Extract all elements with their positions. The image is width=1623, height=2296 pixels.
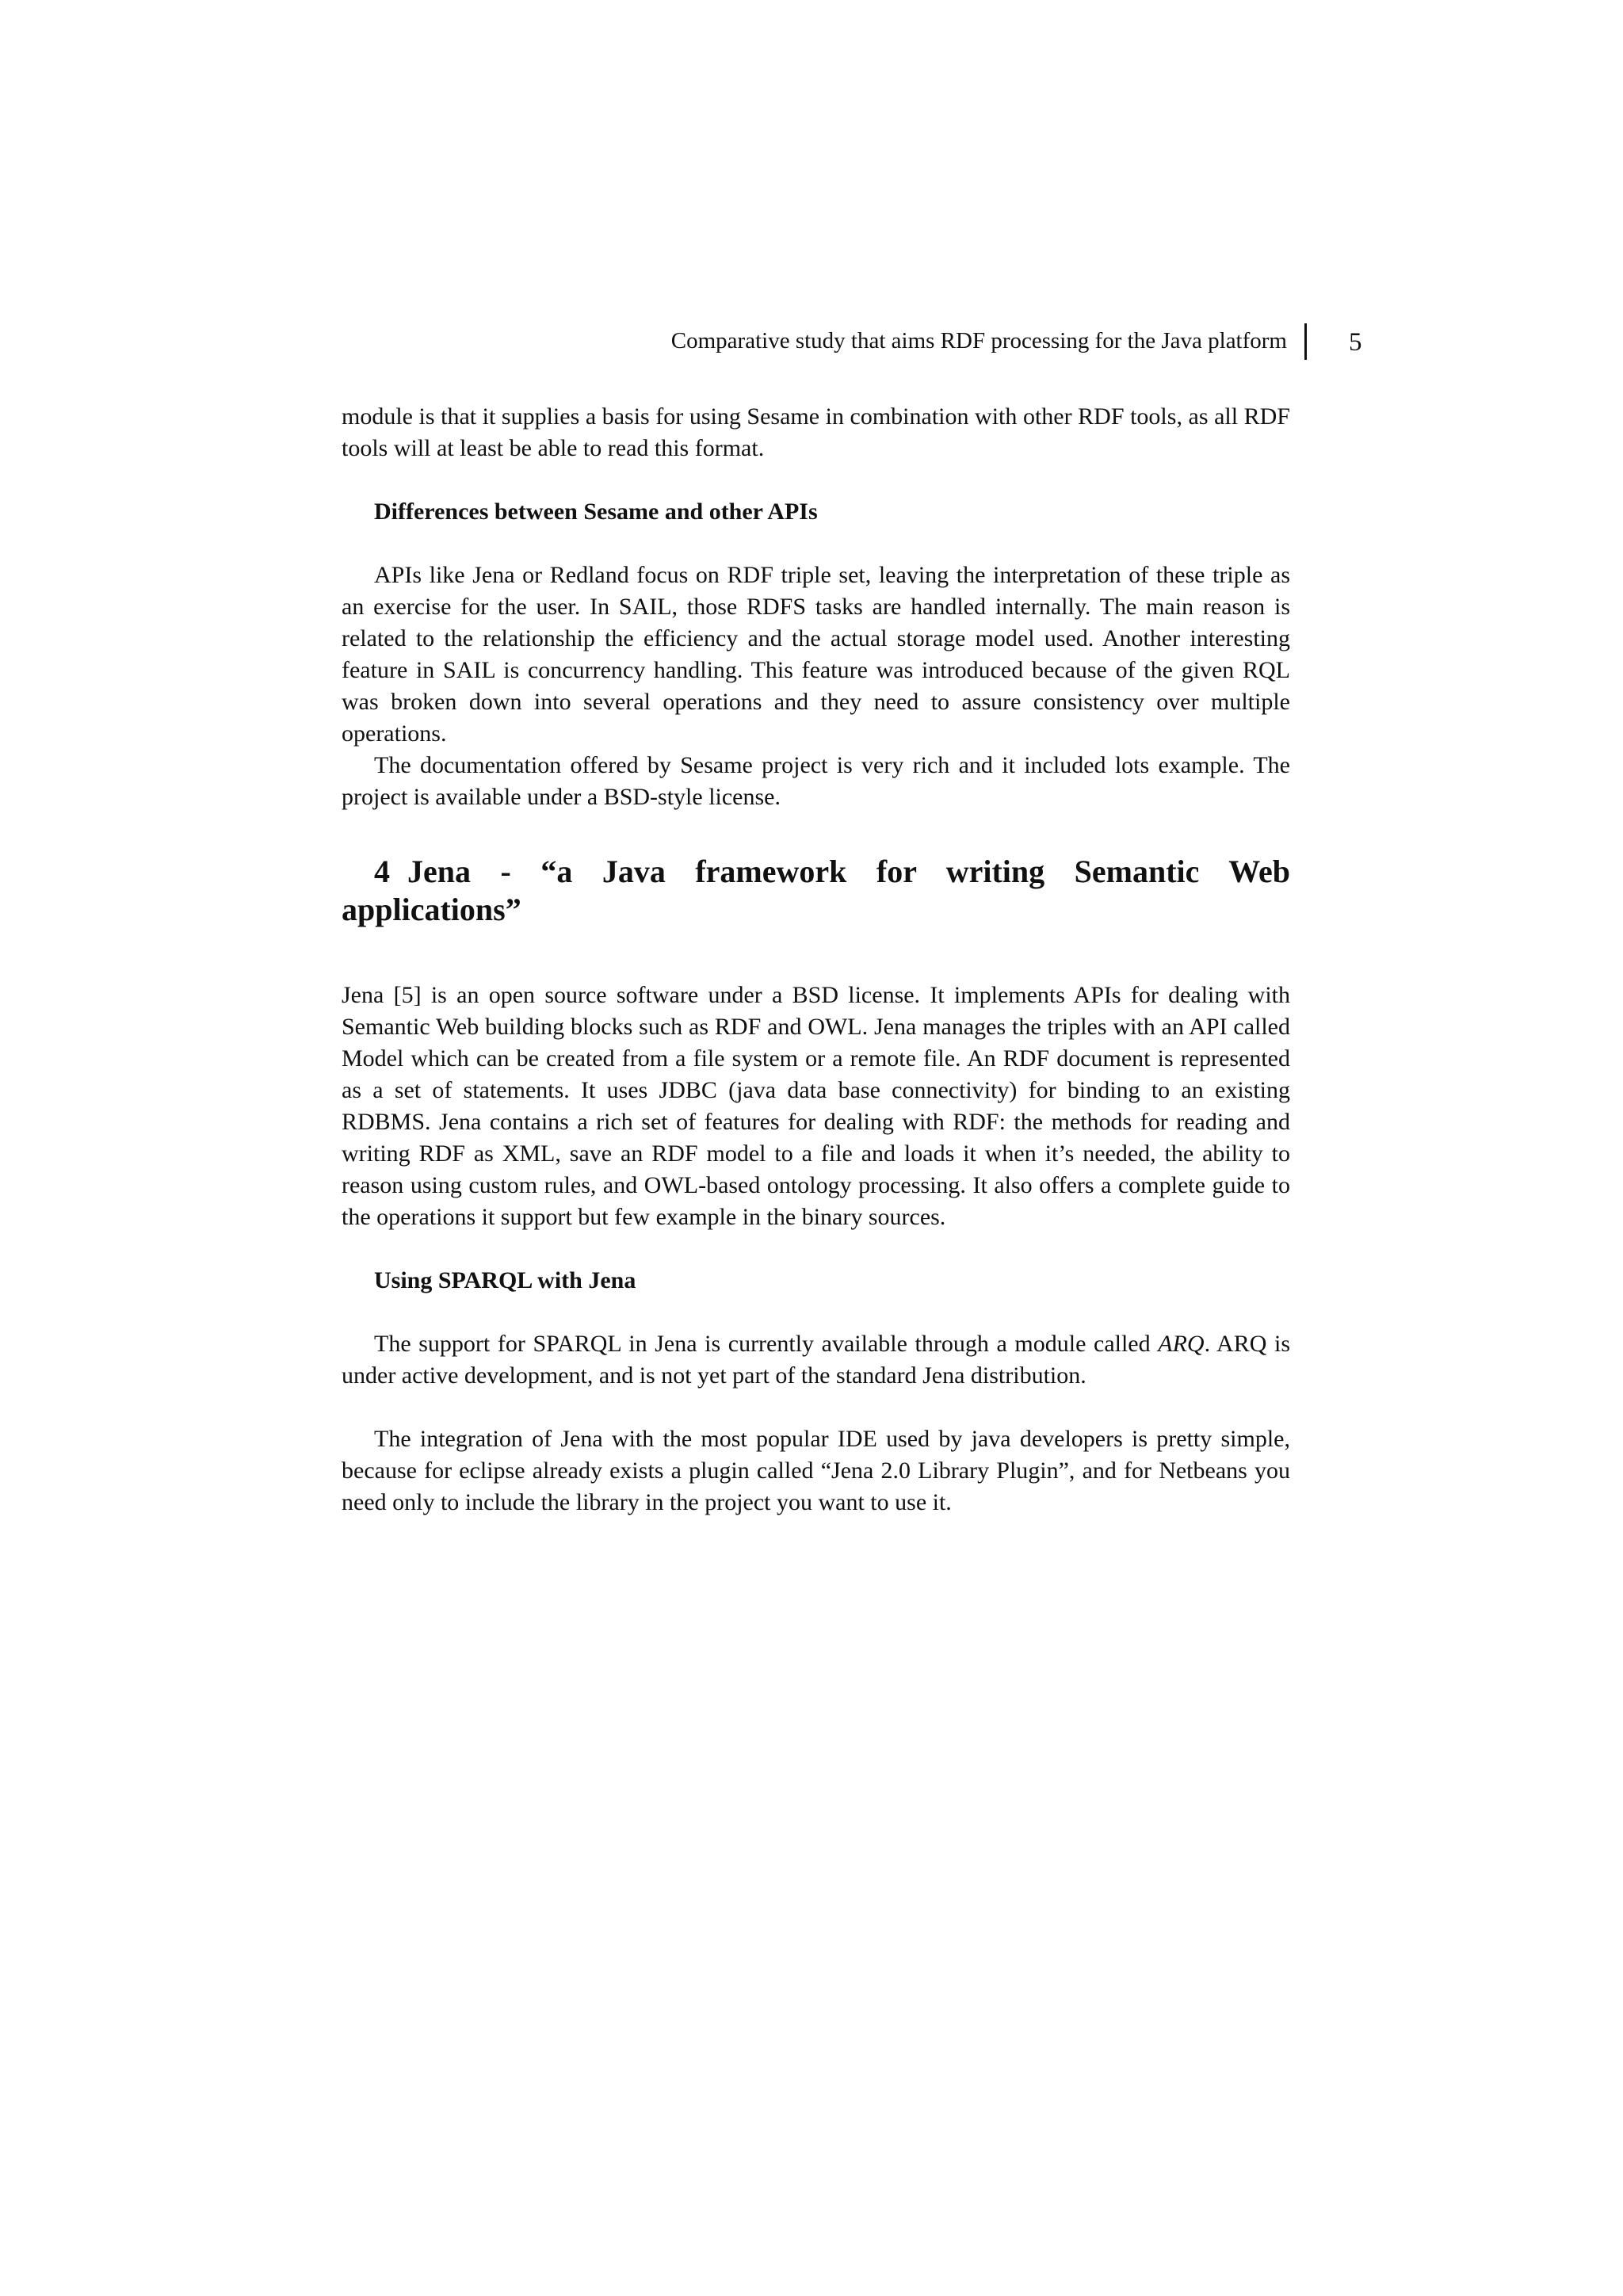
paragraph-sparql-lead: The support for SPARQL in Jena is currently available through a module called: [374, 1331, 1151, 1357]
spacer: [342, 464, 1290, 496]
spacer: [342, 813, 1290, 853]
subheading-sparql: Using SPARQL with Jena: [374, 1267, 636, 1293]
intro-paragraph: module is that it supplies a basis for using Sesame in combination with other RDF tools, as all RDF tools will at least be able to read this format.: [342, 403, 1290, 461]
spacer: [342, 929, 1290, 980]
spacer: [342, 528, 1290, 560]
section-title: Jena - “a Java framework for writing Semantic Web applications”: [342, 854, 1290, 927]
paragraph-apis: APIs like Jena or Redland focus on RDF triple set, leaving the interpretation of these triple as an exercise for the user. In SAIL, those RDFS tasks are handled internally. The main reason is related to the relationship the efficiency and the actual storage model used. Another interesting feature in SAIL is concurrency handling. This feature was introduced because of the given RQL was broken down into several operations and they need to assure consistency over multiple operations.: [342, 562, 1290, 747]
arq-emphasis: ARQ: [1158, 1331, 1205, 1357]
subheading-differences: Differences between Sesame and other APIs: [374, 499, 818, 525]
paragraph-jena: Jena [5] is an open source software under a BSD license. It implements APIs for dealing with Semantic Web building blocks such as RDF and OWL. Jena manages the triples with an API called Model which can be created from a file system or a remote file. An RDF document is represented as a set of statements. It uses JDBC (java data base connectivity) for binding to an existing RDBMS. Jena contains a rich set of features for dealing with RDF: the methods for reading and writing RDF as XML, save an RDF model to a file and loads it when it’s needed, the ability to reason using custom rules, and OWL-based ontology processing. It also offers a complete guide to the operations it support but few example in the binary sources.: [342, 982, 1290, 1230]
header-divider: [1304, 323, 1307, 360]
page-body: [342, 401, 1290, 1519]
page-header: [0, 320, 1287, 365]
page-number: 5: [1349, 328, 1362, 357]
paragraph-sparql: [342, 1328, 1290, 1392]
section-number: 4: [374, 854, 390, 889]
spacer: [342, 1392, 1290, 1423]
spacer: [342, 1233, 1290, 1265]
spacer: [342, 1297, 1290, 1328]
section-heading: [342, 853, 1290, 929]
paragraph-documentation: The documentation offered by Sesame project is very rich and it included lots example. The project is available under a BSD-style license.: [342, 752, 1290, 810]
paragraph-sparql-rest: . ARQ is under active development, and is not yet part of the standard Jena distribution.: [342, 1331, 1291, 1389]
running-head: Comparative study that aims RDF processing for the Java platform: [670, 328, 1287, 353]
paragraph-ide: The integration of Jena with the most popular IDE used by java developers is pretty simple, because for eclipse already exists a plugin called “Jena 2.0 Library Plugin”, and for Netbeans you need only to include the library in the project you want to use it.: [342, 1426, 1290, 1515]
